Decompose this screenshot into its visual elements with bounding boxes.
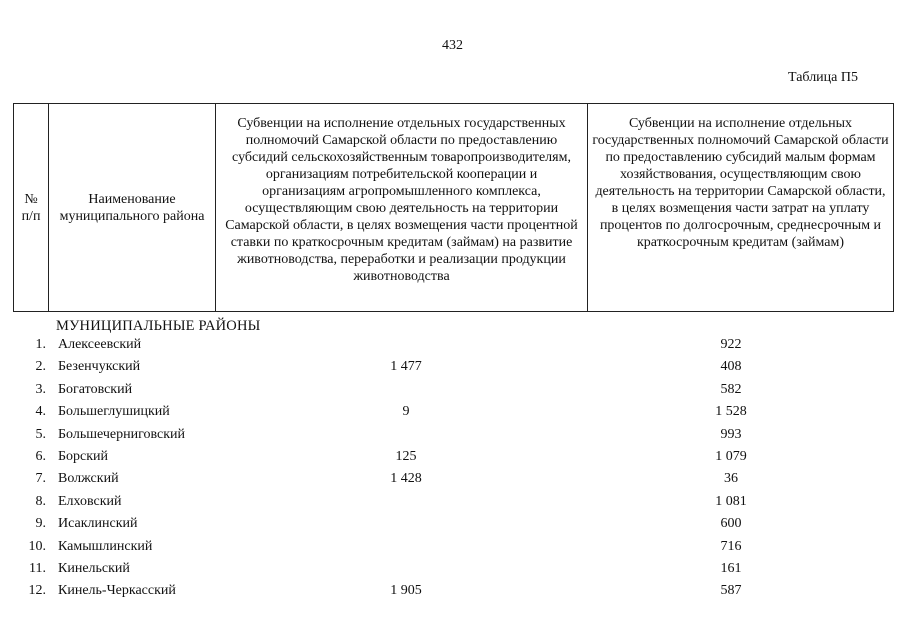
district-name: Безенчукский [58,359,141,375]
header-subsidy-livestock: Субвенции на исполнение отдельных государственных полномочий Самарской области по предоставлению субсидий сельскохозяйственным товаропроизводителям, организациям потребительской кооперации и организациям агропромышленного комплекса, осуществляющим свою деятельность на территории Самарской области, в целях возмещения части процентной ставки по краткосрочным кредитам (займам) на развитие животноводства, переработки и реализации продукции животноводства [216,104,588,312]
row-number: 1. [35,337,46,352]
subsidy-livestock-value: 1 477 [390,359,422,375]
table-row [0,468,905,490]
subsidy-livestock-value: 1 428 [390,471,422,487]
table-row [0,536,905,558]
subsidy-small-business-value: 1 079 [715,448,747,464]
subsidy-small-business-value: 600 [720,516,742,532]
subsidy-small-business-value: 993 [720,426,742,442]
table-row [0,379,905,401]
subsidy-small-business-value: 408 [720,359,742,375]
table-row [0,334,905,356]
table-row [0,491,905,513]
table-header [13,103,894,312]
district-name: Богатовский [58,381,133,397]
subsidy-small-business-value: 582 [720,381,742,397]
row-number: 4. [35,404,46,420]
subsidy-small-business-value: 1 081 [715,493,747,509]
subsidy-small-business-value: 36 [724,471,738,487]
subsidy-livestock-value: 1 905 [390,583,422,599]
subsidy-small-business-value: 1 528 [715,404,747,420]
row-number: 2. [35,359,46,375]
district-name: Борский [58,448,109,464]
row-number: 5. [35,426,46,442]
table-row [0,513,905,535]
table-row [0,424,905,446]
page-number: 432 [442,38,463,53]
table-label: Таблица П5 [788,70,858,85]
header-subsidy-small-business: Субвенции на исполнение отдельных государственных полномочий Самарской области по предоставлению субсидий малым формам хозяйствования, осуществляющим свою деятельность на территории Самарской области, в целях возмещения части затрат на уплату процентов по долгосрочным, среднесрочным и краткосрочным кредитам (займам) [588,104,894,312]
district-name: Кинельский [58,560,130,576]
subsidy-livestock-value: 125 [395,448,417,464]
row-number: 6. [35,448,46,464]
table-row [0,401,905,423]
table-row [0,580,905,602]
table-row [0,446,905,468]
row-number: 12. [28,583,46,599]
header-number: № п/п [14,104,49,312]
subsidy-small-business-value: 922 [720,337,742,352]
row-number: 3. [35,381,46,397]
row-number: 8. [35,493,46,509]
district-name: Алексеевский [58,337,142,352]
district-name: Елховский [58,493,122,509]
table-row [0,558,905,580]
row-number: 9. [35,516,46,532]
row-number: 10. [28,538,46,554]
subsidy-small-business-value: 161 [720,560,742,576]
header-district-name: Наименование муниципального района [49,104,216,312]
section-title: МУНИЦИПАЛЬНЫЕ РАЙОНЫ [56,318,261,334]
subsidy-small-business-value: 587 [720,583,742,599]
row-number: 7. [35,471,46,487]
district-name: Волжский [58,471,119,487]
district-name: Кинель-Черкасский [58,583,176,599]
subsidy-livestock-value: 9 [402,404,410,420]
district-name: Исаклинский [58,516,138,532]
row-number: 11. [29,560,46,576]
table-row [0,356,905,378]
district-name: Большечерниговский [58,426,186,442]
district-list [0,334,905,603]
subsidy-small-business-value: 716 [720,538,742,554]
district-name: Большеглушицкий [58,404,170,420]
district-name: Камышлинский [58,538,153,554]
